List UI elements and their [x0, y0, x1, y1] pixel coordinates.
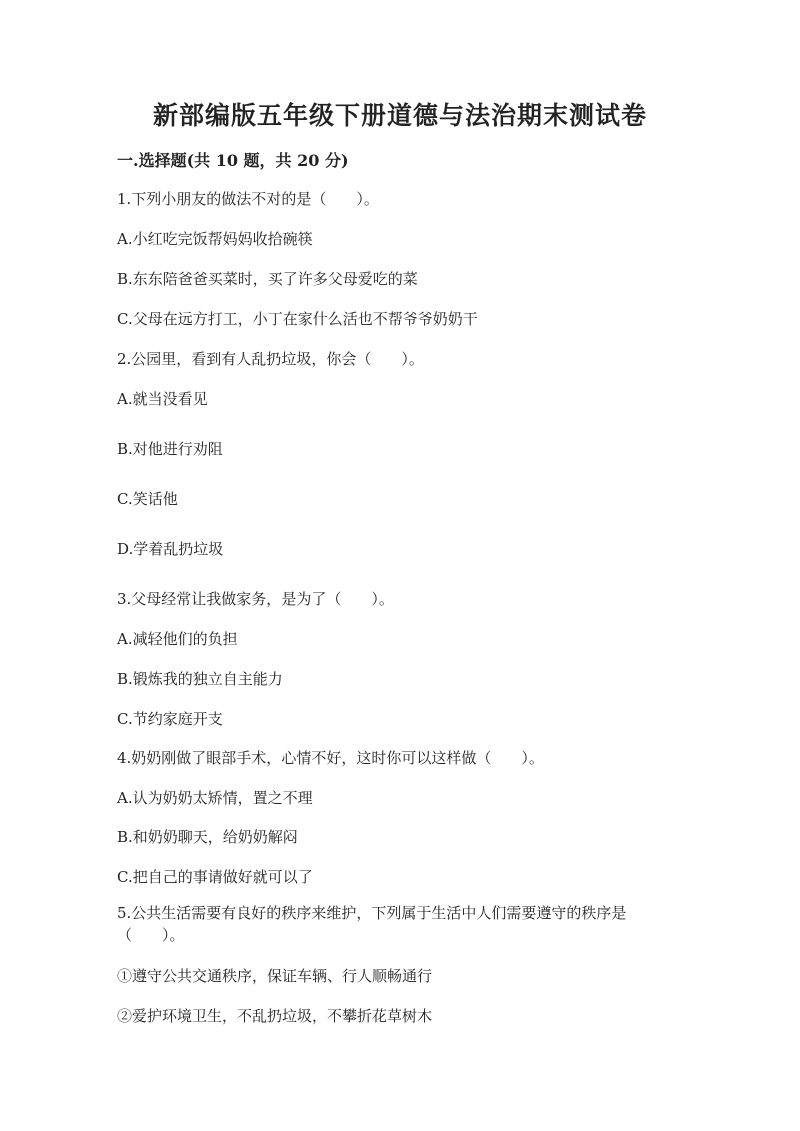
- q1-option-c: C.父母在远方打工，小丁在家什么活也不帮爷爷奶奶干: [117, 310, 478, 328]
- q5-item-1: ①遵守公共交通秩序，保证车辆、行人顺畅通行: [117, 967, 433, 985]
- q4-option-c: C.把自己的事请做好就可以了: [117, 868, 313, 886]
- section-heading: 一.选择题(共 10 题，共 20 分): [117, 151, 349, 170]
- q2-option-a: A.就当没看见: [117, 390, 208, 408]
- q5-item-2: ②爱护环境卫生，不乱扔垃圾，不攀折花草树木: [117, 1007, 433, 1025]
- question-3: 3.父母经常让我做家务，是为了（ ）。: [117, 590, 394, 608]
- question-5: 5.公共生活需要有良好的秩序来维护，下列属于生活中人们需要遵守的秩序是（ ）。: [117, 904, 627, 944]
- question-1: 1.下列小朋友的做法不对的是（ ）。: [117, 190, 379, 208]
- page-title: 新部编版五年级下册道德与法治期末测试卷: [152, 101, 647, 130]
- q3-option-a: A.减轻他们的负担: [117, 630, 238, 648]
- question-2: 2.公园里，看到有人乱扔垃圾，你会（ ）。: [117, 350, 424, 368]
- q2-option-c: C.笑话他: [117, 490, 178, 508]
- question-4: 4.奶奶刚做了眼部手术，心情不好，这时你可以这样做（ ）。: [117, 749, 544, 767]
- q2-option-d: D.学着乱扔垃圾: [117, 540, 224, 558]
- q4-option-b: B.和奶奶聊天，给奶奶解闷: [117, 828, 298, 846]
- q1-option-a: A.小红吃完饭帮妈妈收拾碗筷: [117, 230, 313, 248]
- q3-option-c: C.节约家庭开支: [117, 710, 223, 728]
- q1-option-b: B.东东陪爸爸买菜时，买了许多父母爱吃的菜: [117, 270, 418, 288]
- q3-option-b: B.锻炼我的独立自主能力: [117, 670, 283, 688]
- q2-option-b: B.对他进行劝阻: [117, 440, 223, 458]
- q4-option-a: A.认为奶奶太矫情，置之不理: [117, 789, 313, 807]
